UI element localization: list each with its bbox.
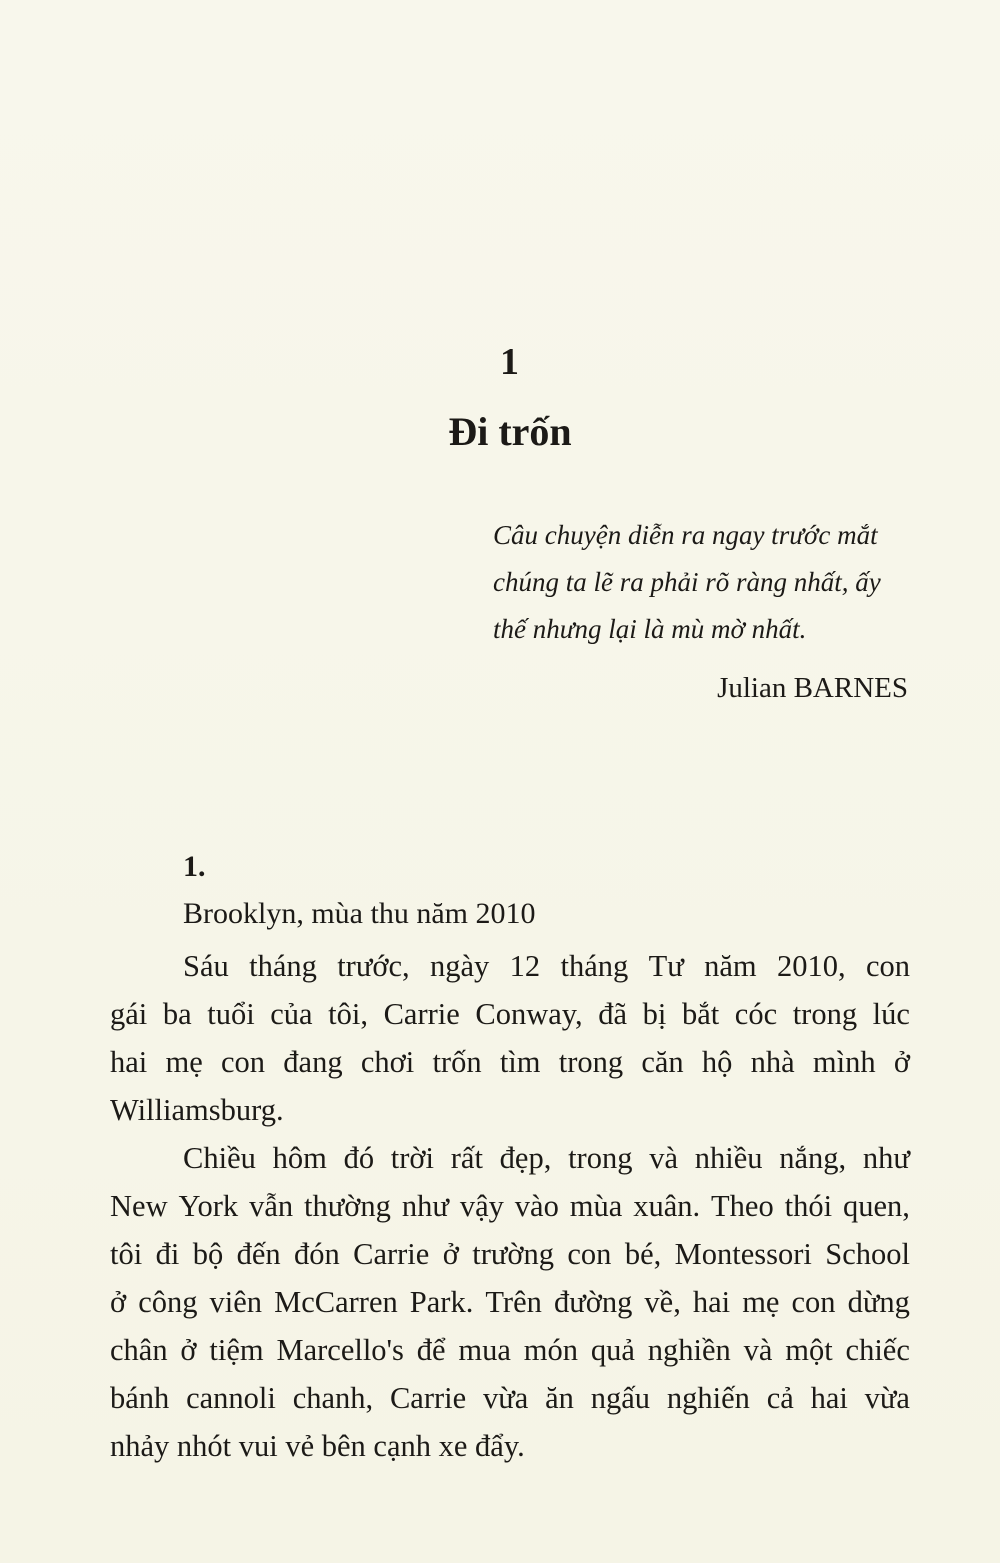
section-number: 1. bbox=[183, 850, 206, 883]
word: căn bbox=[641, 1045, 684, 1079]
word: tháng bbox=[249, 949, 317, 983]
word: Conway, bbox=[475, 997, 583, 1031]
word: đi bbox=[155, 1237, 180, 1271]
word: tiệm bbox=[209, 1333, 264, 1367]
word: đã bbox=[598, 997, 628, 1031]
chapter-number bbox=[0, 340, 1000, 384]
epigraph-line: thế nhưng lại là mù mờ nhất. bbox=[493, 614, 807, 644]
text-line bbox=[110, 1374, 910, 1422]
word: đón bbox=[293, 1237, 340, 1271]
word: ba bbox=[162, 997, 192, 1031]
word: nắng, bbox=[779, 1141, 847, 1175]
text-line bbox=[110, 1230, 910, 1278]
text-line bbox=[110, 1038, 910, 1086]
word: Carrie bbox=[353, 1237, 430, 1271]
chapter-title-text: Đi trốn bbox=[448, 409, 572, 454]
text-line bbox=[110, 942, 910, 990]
word: đường bbox=[553, 1285, 633, 1319]
word: vào bbox=[514, 1189, 559, 1223]
word: cannoli bbox=[186, 1381, 276, 1415]
word: lúc bbox=[872, 997, 910, 1031]
word: ngấu bbox=[590, 1381, 651, 1415]
word: trường bbox=[472, 1237, 555, 1271]
word: Marcello's bbox=[276, 1333, 404, 1367]
word: công bbox=[138, 1285, 198, 1319]
word: con bbox=[865, 949, 910, 983]
word: nghiến bbox=[666, 1381, 750, 1415]
word: đang bbox=[283, 1045, 343, 1079]
word: Chiều bbox=[183, 1141, 256, 1175]
word: để bbox=[416, 1333, 446, 1367]
word: ăn bbox=[545, 1381, 574, 1415]
word: trong bbox=[792, 997, 858, 1031]
word: bộ bbox=[192, 1237, 224, 1271]
word: ở bbox=[110, 1285, 127, 1319]
word: đẹp, bbox=[499, 1141, 552, 1175]
word: chân bbox=[110, 1333, 168, 1367]
word: nghiền bbox=[647, 1333, 731, 1367]
word: hai bbox=[110, 1045, 148, 1079]
word: mua bbox=[458, 1333, 511, 1367]
word: tôi, bbox=[328, 997, 368, 1031]
word: rất bbox=[450, 1141, 483, 1175]
word: hai bbox=[810, 1381, 848, 1415]
epigraph-line: chúng ta lẽ ra phải rõ ràng nhất, ấy bbox=[493, 567, 881, 597]
word: mẹ bbox=[742, 1285, 780, 1319]
word: đó bbox=[343, 1141, 375, 1175]
word: vẫn bbox=[249, 1189, 294, 1223]
word: cả bbox=[766, 1381, 794, 1415]
word: xuân. bbox=[633, 1189, 701, 1223]
word: Trên bbox=[485, 1285, 542, 1319]
word: chơi bbox=[360, 1045, 415, 1079]
word: Carrie bbox=[389, 1381, 467, 1415]
word: trong bbox=[558, 1045, 624, 1079]
text-line bbox=[110, 1326, 910, 1374]
word: con bbox=[791, 1285, 836, 1319]
word: ngày bbox=[430, 949, 490, 983]
text-line bbox=[110, 1182, 910, 1230]
word: tháng bbox=[560, 949, 629, 983]
word: School bbox=[825, 1237, 910, 1271]
word: thường bbox=[304, 1189, 391, 1223]
word: York bbox=[178, 1189, 239, 1223]
word: và bbox=[743, 1333, 773, 1367]
word: con bbox=[221, 1045, 266, 1079]
text-line: Williamsburg. bbox=[110, 1093, 284, 1127]
word: mùa bbox=[569, 1189, 623, 1223]
word: như bbox=[862, 1141, 910, 1175]
word: Park. bbox=[409, 1285, 474, 1319]
word: trời bbox=[390, 1141, 435, 1175]
paragraph-2 bbox=[110, 1134, 910, 1470]
text-line bbox=[110, 1134, 910, 1182]
word: như bbox=[401, 1189, 449, 1223]
word: ở bbox=[180, 1333, 197, 1367]
chapter-number-text: 1 bbox=[500, 341, 520, 383]
word: vậy bbox=[459, 1189, 504, 1223]
word: McCarren bbox=[274, 1285, 398, 1319]
word: tôi bbox=[110, 1237, 143, 1271]
word: món bbox=[523, 1333, 578, 1367]
word: Montessori bbox=[674, 1237, 812, 1271]
word: trốn bbox=[432, 1045, 482, 1079]
word: trong bbox=[568, 1141, 633, 1175]
epigraph-line: Câu chuyện diễn ra ngay trước mắt bbox=[493, 520, 878, 550]
word: Theo bbox=[711, 1189, 774, 1223]
word: hai bbox=[692, 1285, 731, 1319]
word: cóc bbox=[734, 997, 778, 1031]
word: một bbox=[785, 1333, 833, 1367]
body-text bbox=[110, 942, 910, 1470]
word: nhà bbox=[750, 1045, 795, 1079]
word: ở bbox=[442, 1237, 459, 1271]
word: chiếc bbox=[845, 1333, 910, 1367]
word: năm bbox=[704, 949, 757, 983]
word: bắt bbox=[681, 997, 720, 1031]
word: tìm bbox=[499, 1045, 541, 1079]
word: của bbox=[270, 997, 313, 1031]
word: quen, bbox=[843, 1189, 910, 1223]
word: mình bbox=[812, 1045, 876, 1079]
word: đến bbox=[236, 1237, 281, 1271]
word: dừng bbox=[847, 1285, 910, 1319]
word: trước, bbox=[337, 949, 410, 983]
word: viên bbox=[209, 1285, 263, 1319]
text-line bbox=[110, 1278, 910, 1326]
word: bé, bbox=[624, 1237, 662, 1271]
word: 12 bbox=[509, 949, 541, 983]
word: nhiều bbox=[694, 1141, 763, 1175]
word: bánh bbox=[110, 1381, 170, 1415]
paragraph-1 bbox=[110, 942, 910, 1134]
word: bị bbox=[642, 997, 667, 1031]
text-line bbox=[110, 990, 910, 1038]
word: hộ bbox=[701, 1045, 733, 1079]
word: vừa bbox=[864, 1381, 910, 1415]
chapter-title bbox=[0, 408, 1000, 455]
word: vừa bbox=[483, 1381, 529, 1415]
place-date-heading: Brooklyn, mùa thu năm 2010 bbox=[183, 897, 536, 930]
word: Sáu bbox=[183, 949, 229, 983]
word: hôm bbox=[272, 1141, 327, 1175]
word: chanh, bbox=[292, 1381, 374, 1415]
word: về, bbox=[644, 1285, 681, 1319]
word: mẹ bbox=[165, 1045, 203, 1079]
word: Tư bbox=[648, 949, 684, 983]
word: quả bbox=[590, 1333, 635, 1367]
word: con bbox=[567, 1237, 612, 1271]
epigraph bbox=[493, 512, 913, 653]
text-line: nhảy nhót vui vẻ bên cạnh xe đẩy. bbox=[110, 1429, 525, 1463]
word: và bbox=[649, 1141, 678, 1175]
word: thói bbox=[784, 1189, 833, 1223]
word: gái bbox=[110, 997, 148, 1031]
epigraph-author: Julian BARNES bbox=[717, 672, 908, 704]
word: 2010, bbox=[776, 949, 846, 983]
word: tuổi bbox=[207, 997, 255, 1031]
word: Carrie bbox=[383, 997, 460, 1031]
word: New bbox=[110, 1189, 168, 1223]
word: ở bbox=[893, 1045, 910, 1079]
